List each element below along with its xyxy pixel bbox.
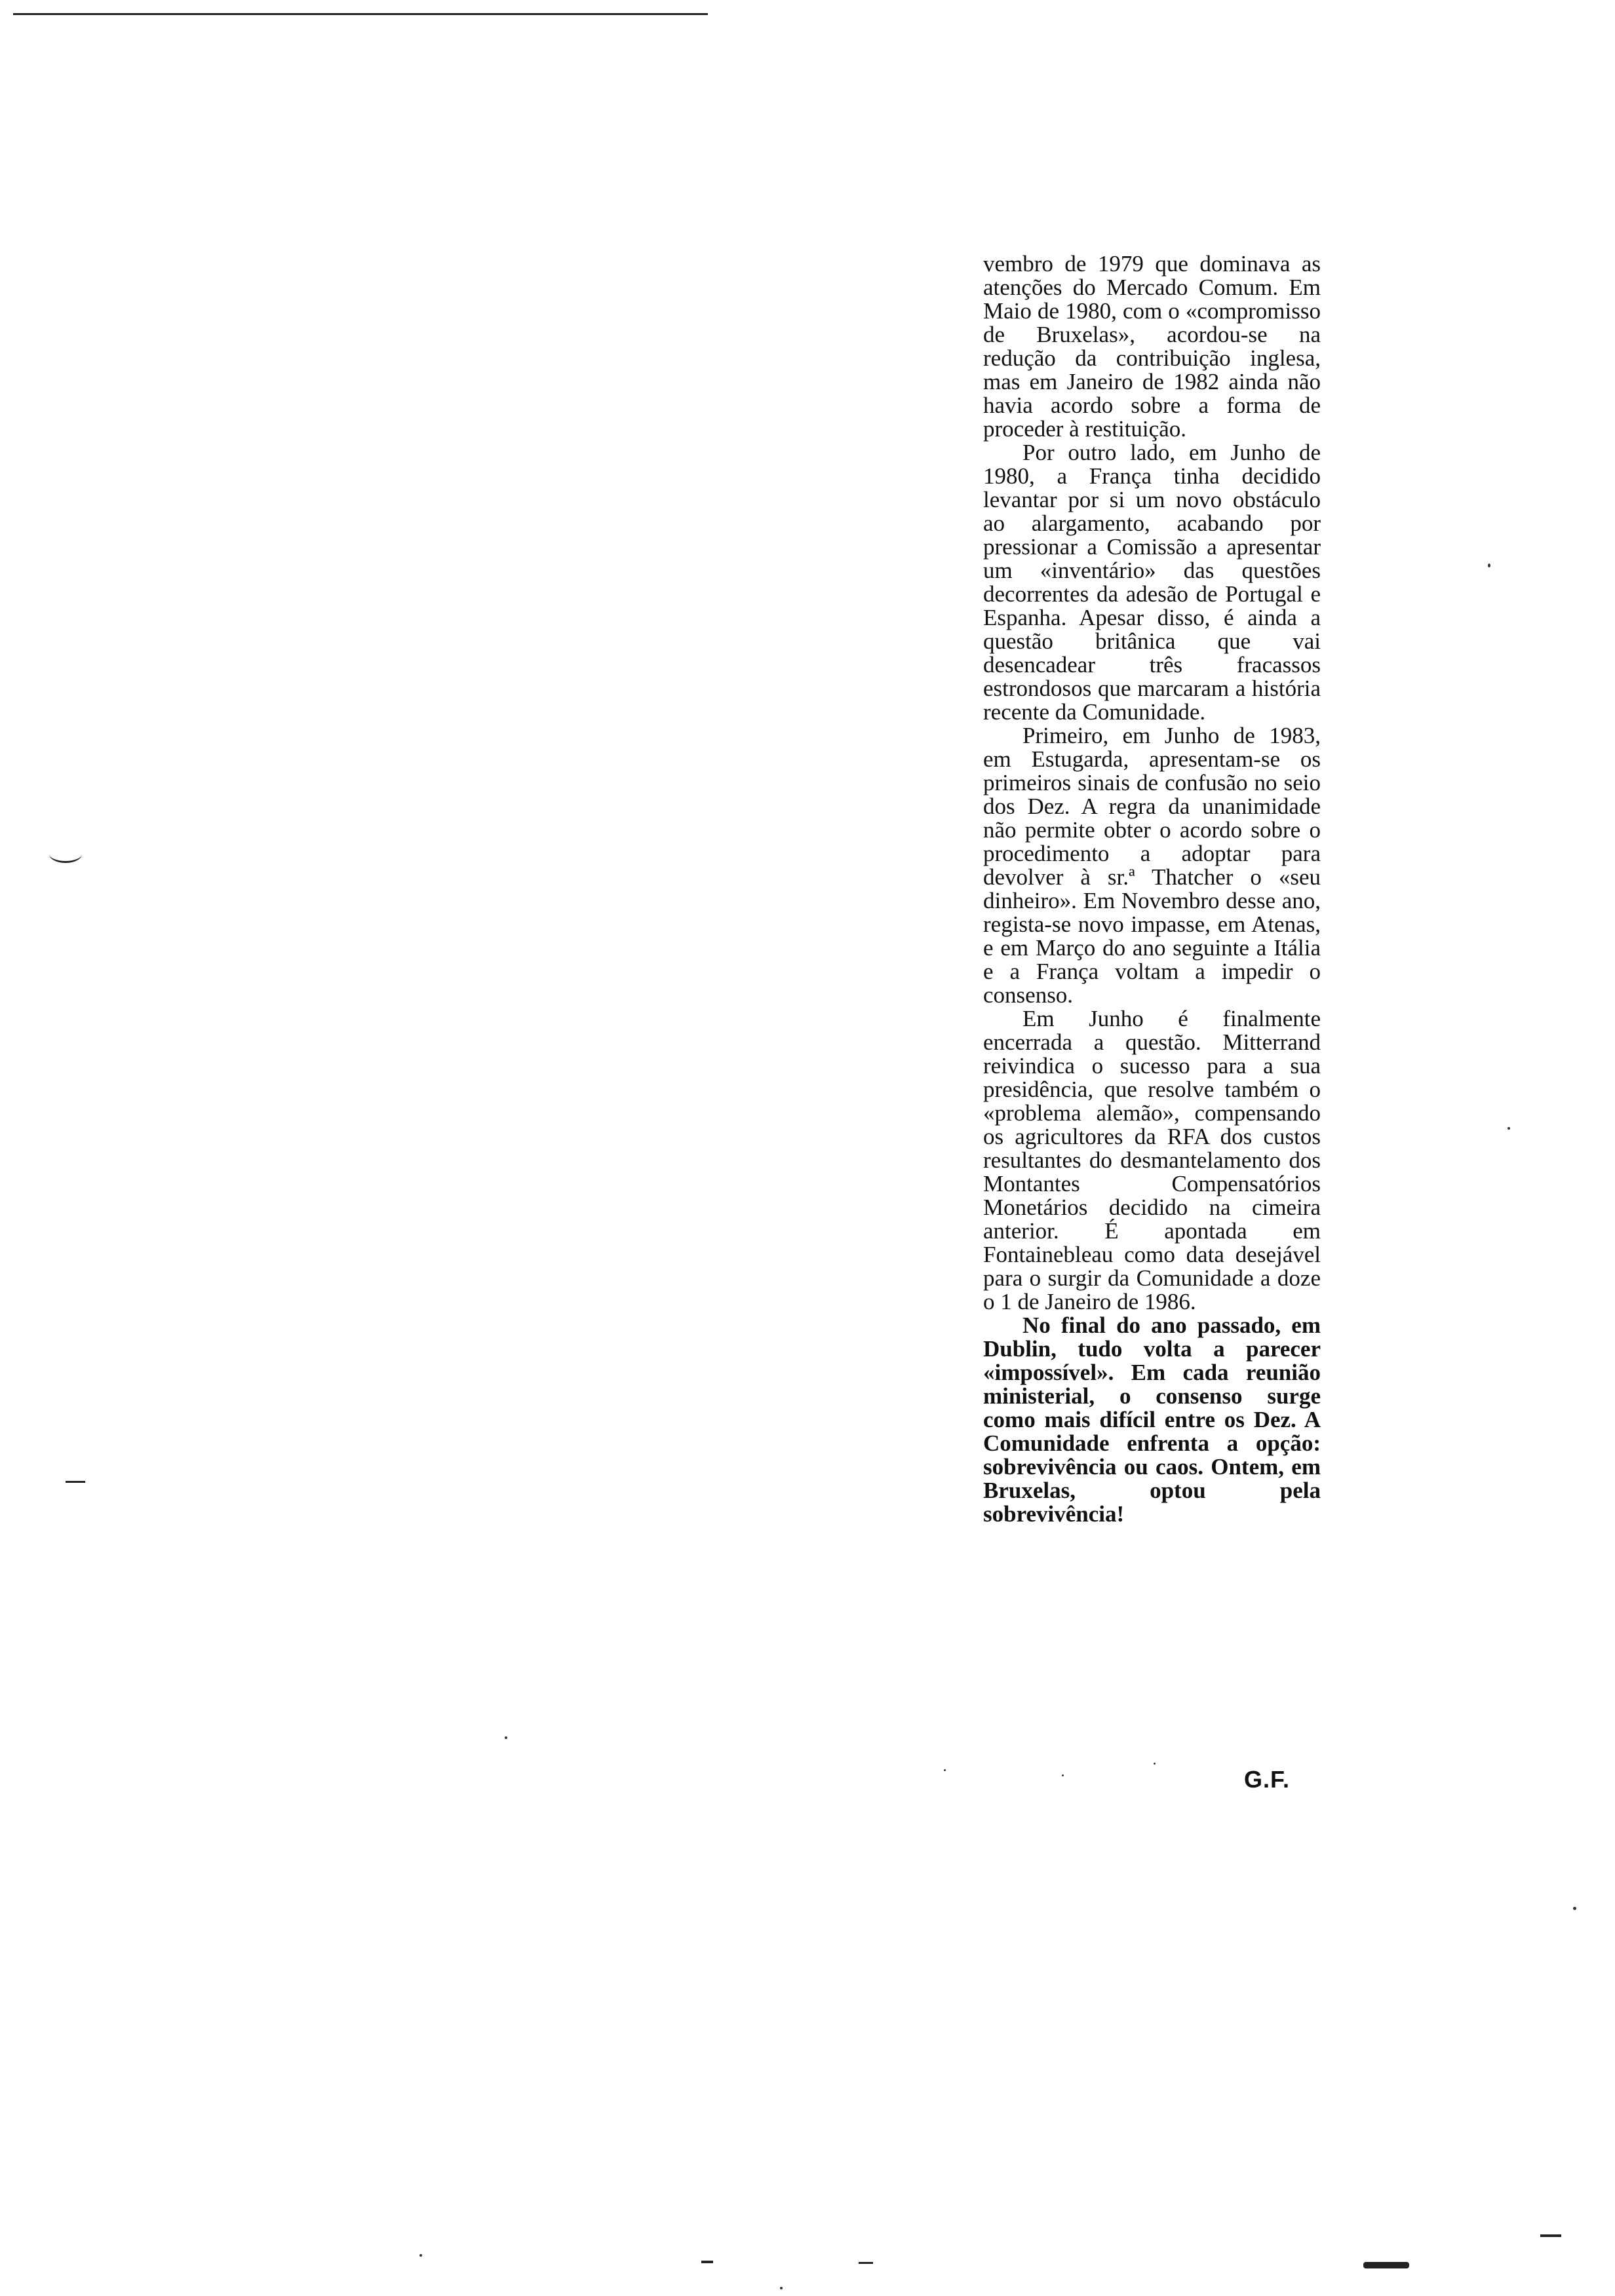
scan-speck [944, 1769, 946, 1771]
scan-speck [1154, 1763, 1156, 1765]
paragraph-5: No final do ano passado, em Dublin, tudo volta a parecer «impossível». Em cada reunião ministerial, o consenso surge como mais difícil entre os Dez. A Comunidade enfrenta a opção: sobrevivência ou caos. Ontem, em Bruxelas, optou pela sobrevivência! [983, 1312, 1321, 1527]
paragraph-2: Por outro lado, em Junho de 1980, a França tinha decidido levantar por si um novo obstáculo ao alargamento, acabando por pressionar a Comissão a apresentar um «inventário» das questões decorrentes da adesão de Portugal e Espanha. Apesar disso, é ainda a questão britânica que vai desencadear três fracassos estrondosos que marcaram a história recente da Comunidade. [983, 440, 1321, 725]
scan-speck [505, 1736, 507, 1739]
author-signature: G.F. [1244, 1766, 1291, 1793]
scan-mark [859, 2262, 873, 2264]
scan-mark [66, 1481, 85, 1483]
scan-speck [1573, 1907, 1576, 1910]
scan-mark [1363, 2262, 1409, 2268]
scan-speck [1508, 1127, 1510, 1130]
scan-mark [701, 2261, 713, 2263]
scan-speck [1488, 564, 1490, 567]
scan-speck [419, 2254, 422, 2257]
top-rule [13, 13, 708, 15]
scan-speck [780, 2287, 783, 2289]
scan-mark [1540, 2234, 1561, 2237]
article-column [983, 252, 1321, 1526]
paragraph-1: vembro de 1979 que dominava as atenções do Mercado Comum. Em Maio de 1980, com o «compromisso de Bruxelas», acordou-se na redução da contribuição inglesa, mas em Janeiro de 1982 ainda não havia acordo sobre a forma de proceder à restituição. [983, 251, 1321, 442]
scan-mark [49, 845, 82, 863]
scan-speck [1062, 1774, 1064, 1776]
paragraph-3: Primeiro, em Junho de 1983, em Estugarda, apresentam-se os primeiros sinais de confusão no seio dos Dez. A regra da unanimidade não permite obter o acordo sobre o procedimento a adoptar para devolver à sr.ª Thatcher o «seu dinheiro». Em Novembro desse ano, regista-se novo impasse, em Atenas, e em Março do ano seguinte a Itália e a França voltam a impedir o consenso. [983, 723, 1321, 1008]
paragraph-4: Em Junho é finalmente encerrada a questão. Mitterrand reivindica o sucesso para a sua presidência, que resolve também o «problema alemão», compensando os agricultores da RFA dos custos resultantes do desmantelamento dos Montantes Compensatórios Monetários decidido na cimeira anterior. É apontada em Fontainebleau como data desejável para o surgir da Comunidade a doze o 1 de Janeiro de 1986. [983, 1006, 1321, 1314]
